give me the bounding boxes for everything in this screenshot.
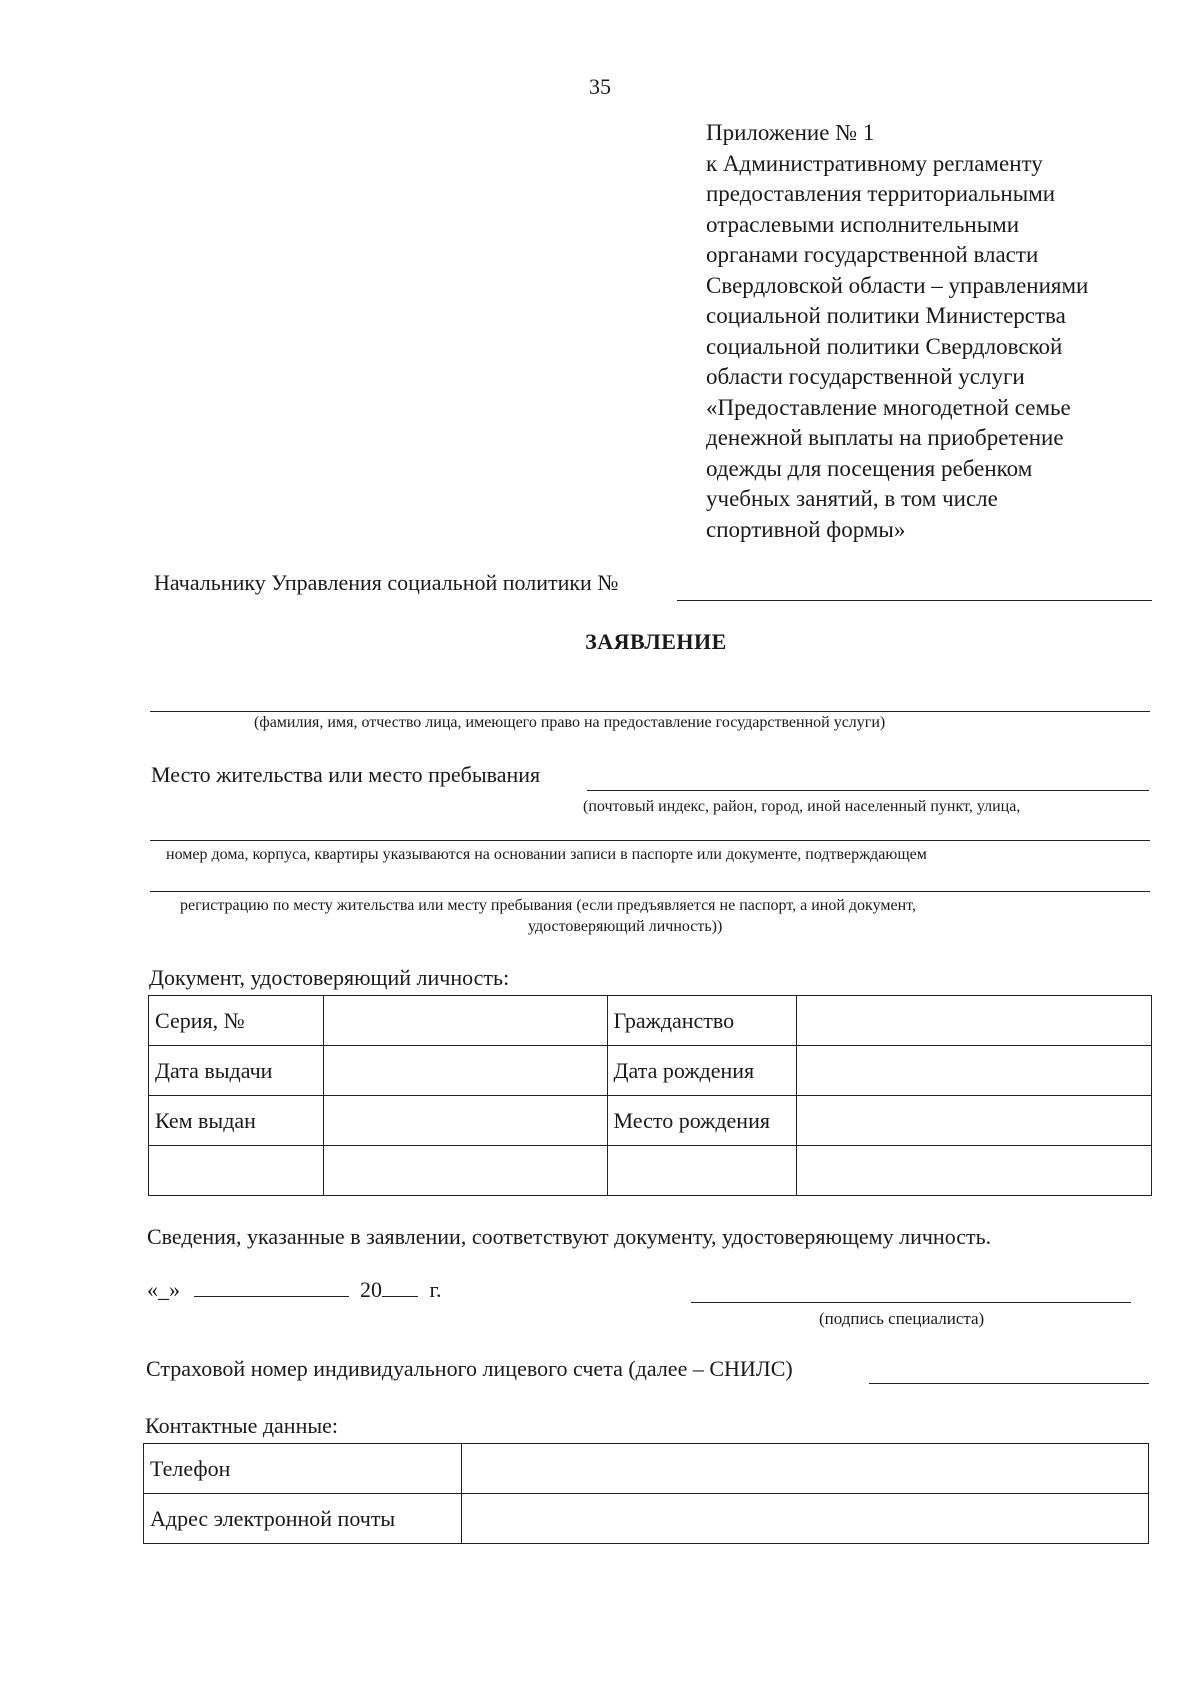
snils-label: Страховой номер индивидуального лицевого счета (далее – СНИЛС) (146, 1356, 793, 1381)
addressee-input-line[interactable] (677, 600, 1152, 601)
residence-caption-3: регистрацию по месту жительства или месту пребывания (если предъявляется не паспорт, а иной документ, (180, 897, 916, 914)
birth-place-field[interactable] (797, 1096, 1152, 1146)
issue-date-label: Дата выдачи (149, 1046, 324, 1096)
appendix-line: спортивной формы» (706, 516, 906, 542)
appendix-line: одежды для посещения ребенком (706, 455, 1033, 481)
date-day[interactable]: «_» (147, 1277, 180, 1302)
extra-field-cell[interactable] (797, 1146, 1152, 1196)
signature-caption: (подпись специалиста) (819, 1309, 985, 1328)
table-row (144, 1444, 1149, 1494)
verification-date (147, 1277, 442, 1303)
residence-input-line-3[interactable] (150, 891, 1150, 892)
contacts-heading: Контактные данные: (145, 1413, 338, 1438)
table-row (149, 1146, 1152, 1196)
residence-caption-4: удостоверяющий личность)) (528, 918, 723, 935)
appendix-line: органами государственной власти (706, 242, 1039, 267)
residence-input-line-2[interactable] (150, 840, 1150, 841)
date-year-line[interactable] (382, 1296, 418, 1297)
date-year-prefix: 20 (360, 1277, 382, 1302)
identity-doc-heading: Документ, удостоверяющий личность: (149, 965, 510, 990)
appendix-line: отраслевыми исполнительными (706, 211, 1020, 237)
birth-place-label: Место рождения (607, 1096, 797, 1146)
phone-field[interactable] (461, 1444, 1148, 1494)
residence-caption-2: номер дома, корпуса, квартиры указываются на основании записи в паспорте или документе, подтверждающем (166, 846, 927, 863)
issued-by-field[interactable] (323, 1096, 607, 1146)
table-row (149, 1096, 1152, 1146)
addressee-label: Начальнику Управления социальной политики № (154, 570, 619, 595)
applicant-name-line[interactable] (150, 711, 1150, 712)
appendix-block (706, 118, 1176, 545)
citizenship-label: Гражданство (607, 996, 797, 1046)
appendix-line: учебных занятий, в том числе (706, 486, 998, 511)
table-row (149, 1046, 1152, 1096)
page-number: 35 (589, 74, 611, 99)
extra-label-cell (149, 1146, 324, 1196)
residence-input-line-1[interactable] (587, 790, 1149, 791)
extra-field-cell[interactable] (323, 1146, 607, 1196)
contacts-table (143, 1443, 1149, 1544)
appendix-line: предоставления территориальными (706, 181, 1056, 206)
citizenship-field[interactable] (797, 996, 1152, 1046)
birth-date-field[interactable] (797, 1046, 1152, 1096)
series-number-label: Серия, № (149, 996, 324, 1046)
appendix-line: Приложение № 1 (706, 120, 875, 145)
appendix-line: «Предоставление многодетной семье (706, 394, 1071, 420)
appendix-line: к Административному регламенту (706, 150, 1043, 176)
residence-caption-1: (почтовый индекс, район, город, иной населенный пункт, улица, (583, 798, 1021, 815)
appendix-line: социальной политики Министерства (706, 303, 1066, 328)
series-number-field[interactable] (323, 996, 607, 1046)
date-month-line[interactable] (194, 1296, 349, 1297)
date-year-suffix: г. (429, 1277, 442, 1302)
email-field[interactable] (461, 1494, 1148, 1544)
issued-by-label: Кем выдан (149, 1096, 324, 1146)
table-row (144, 1494, 1149, 1544)
document-title: ЗАЯВЛЕНИЕ (585, 629, 727, 654)
appendix-line: денежной выплаты на приобретение (706, 425, 1064, 450)
appendix-line: Свердловской области – управлениями (706, 272, 1089, 298)
phone-label: Телефон (144, 1444, 462, 1494)
verification-statement: Сведения, указанные в заявлении, соответствуют документу, удостоверяющему личность. (147, 1224, 992, 1249)
issue-date-field[interactable] (323, 1046, 607, 1096)
snils-input-line[interactable] (869, 1383, 1149, 1384)
table-row (149, 996, 1152, 1046)
email-label: Адрес электронной почты (144, 1494, 462, 1544)
identity-doc-table (148, 995, 1152, 1196)
signature-line[interactable] (691, 1302, 1131, 1303)
birth-date-label: Дата рождения (607, 1046, 797, 1096)
applicant-name-caption: (фамилия, имя, отчество лица, имеющего право на предоставление государственной услуги) (254, 714, 886, 731)
extra-label-cell (607, 1146, 797, 1196)
residence-label: Место жительства или место пребывания (151, 762, 541, 787)
appendix-line: социальной политики Свердловской (706, 333, 1063, 359)
appendix-line: области государственной услуги (706, 364, 1025, 389)
